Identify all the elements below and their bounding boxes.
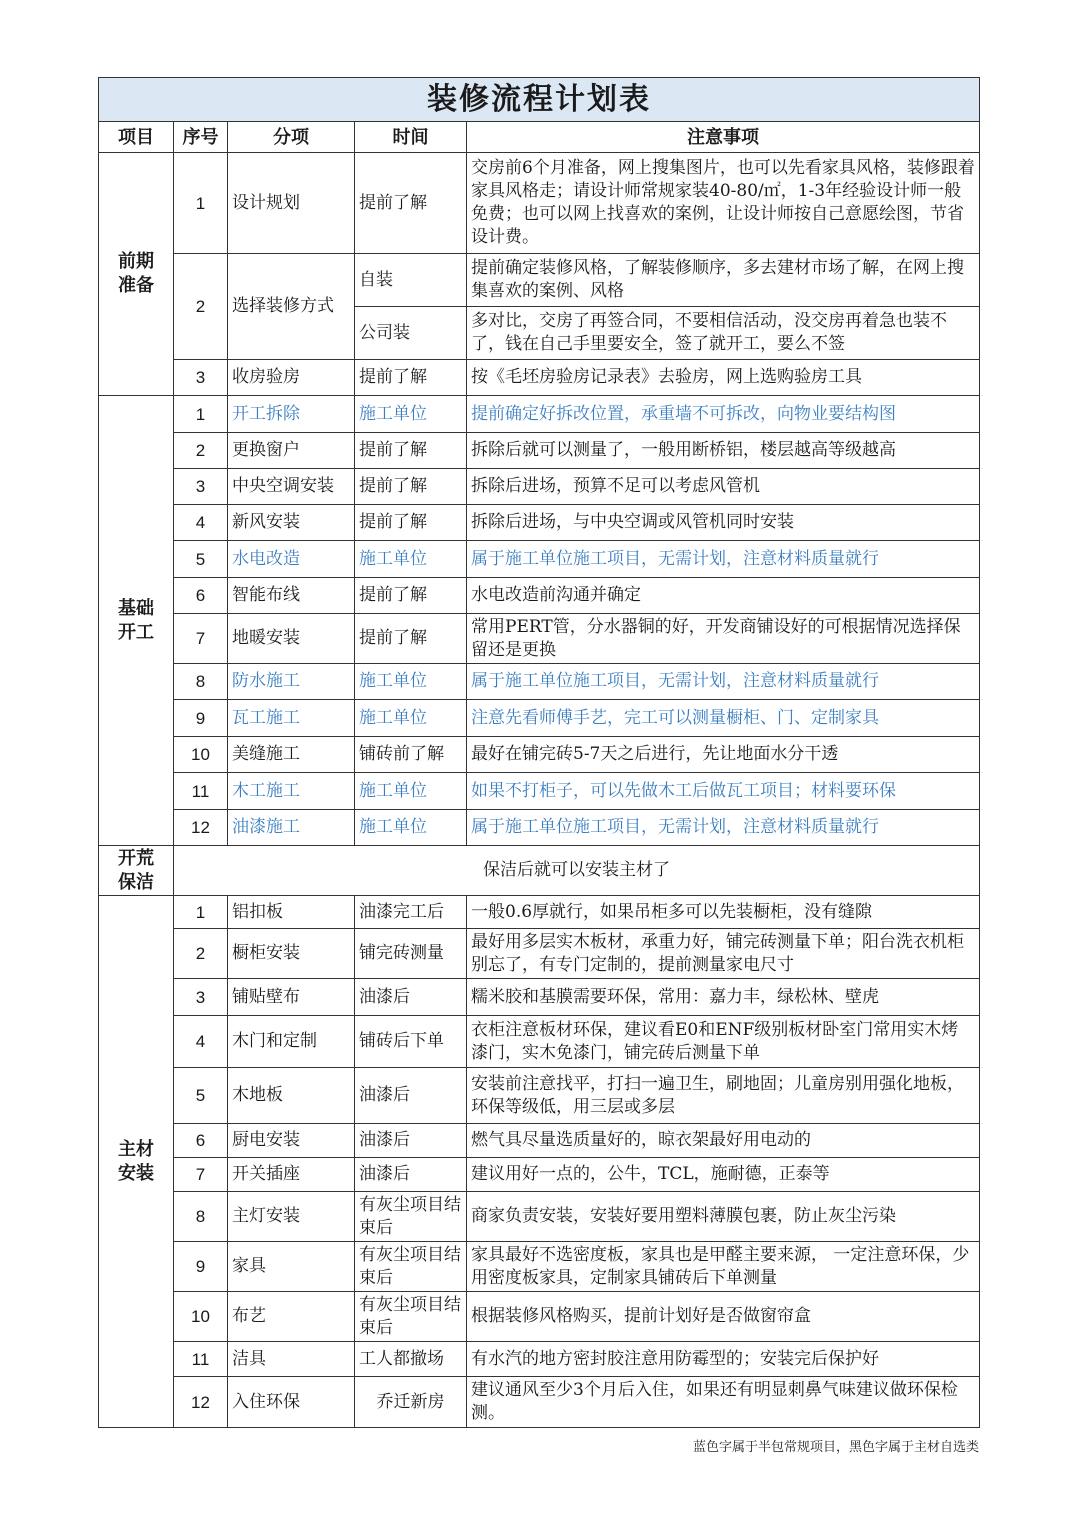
- row-note: 家具最好不选密度板，家具也是甲醛主要来源， 一定注意环保，少用密度板家具，定制家具铺砖后下单测量: [467, 1242, 980, 1292]
- row-item: 水电改造: [228, 541, 355, 578]
- row-note: 注意先看师傅手艺，完工可以测量橱柜、门、定制家具: [467, 700, 980, 737]
- row-note: 属于施工单位施工项目，无需计划，注意材料质量就行: [467, 541, 980, 578]
- row-time: 提前了解: [355, 614, 467, 664]
- row-note: 提前确定装修风格，了解装修顺序，多去建材市场了解，在网上搜集喜欢的案例、风格: [467, 254, 980, 307]
- row-time: 施工单位: [355, 541, 467, 578]
- row-no: 8: [174, 664, 228, 700]
- row-note: 常用PERT管，分水器铜的好，开发商铺设好的可根据情况选择保留还是更换: [467, 614, 980, 664]
- row-item: 入住环保: [228, 1377, 355, 1428]
- row-time: 乔迁新房: [355, 1377, 467, 1428]
- row-no: 2: [174, 433, 228, 469]
- row-no: 5: [174, 541, 228, 578]
- row-item: 智能布线: [228, 578, 355, 614]
- row-item: 选择装修方式: [228, 254, 355, 360]
- row-time: 施工单位: [355, 773, 467, 810]
- row-no: 6: [174, 1124, 228, 1158]
- clean-note: 保洁后就可以安装主材了: [174, 846, 980, 896]
- row-note: 燃气具尽量选质量好的，晾衣架最好用电动的: [467, 1124, 980, 1158]
- row-item: 木工施工: [228, 773, 355, 810]
- header-notes: 注意事项: [467, 122, 980, 153]
- plan-table: [98, 77, 980, 1428]
- row-item: 木门和定制: [228, 1016, 355, 1068]
- row-no: 5: [174, 1068, 228, 1124]
- row-time: 提前了解: [355, 505, 467, 541]
- row-item: 洁具: [228, 1342, 355, 1377]
- row-note: 如果不打柜子，可以先做木工后做瓦工项目；材料要环保: [467, 773, 980, 810]
- row-no: 8: [174, 1192, 228, 1242]
- row-note: 拆除后进场，与中央空调或风管机同时安装: [467, 505, 980, 541]
- row-no: 1: [174, 896, 228, 929]
- row-time: 公司装: [355, 307, 467, 360]
- row-item: 收房验房: [228, 360, 355, 396]
- row-time: 油漆后: [355, 1158, 467, 1192]
- row-item: 铺贴壁布: [228, 979, 355, 1016]
- row-no: 7: [174, 614, 228, 664]
- row-item: 新风安装: [228, 505, 355, 541]
- row-time: 铺砖前了解: [355, 737, 467, 773]
- row-time: 有灰尘项目结束后: [355, 1192, 467, 1242]
- row-note: 按《毛坯房验房记录表》去验房，网上选购验房工具: [467, 360, 980, 396]
- row-item: 地暖安装: [228, 614, 355, 664]
- row-no: 10: [174, 737, 228, 773]
- row-time: 工人都撤场: [355, 1342, 467, 1377]
- row-item: 防水施工: [228, 664, 355, 700]
- phase-clean: 开荒保洁: [99, 846, 174, 896]
- row-note: 水电改造前沟通并确定: [467, 578, 980, 614]
- row-no: 4: [174, 505, 228, 541]
- row-no: 2: [174, 254, 228, 360]
- row-no: 10: [174, 1292, 228, 1342]
- row-no: 9: [174, 1242, 228, 1292]
- row-time: 油漆后: [355, 979, 467, 1016]
- row-item: 开工拆除: [228, 396, 355, 433]
- row-no: 12: [174, 1377, 228, 1428]
- row-time: 油漆后: [355, 1068, 467, 1124]
- row-note: 安装前注意找平，打扫一遍卫生，刷地固；儿童房别用强化地板，环保等级低，用三层或多层: [467, 1068, 980, 1124]
- row-note: 交房前6个月准备，网上搜集图片，也可以先看家具风格，装修跟着家具风格走；请设计师常规家装40-80/㎡，1-3年经验设计师一般免费；也可以网上找喜欢的案例，让设计师按自己意愿绘图，节省设计费。: [467, 153, 980, 254]
- row-time: 铺完砖测量: [355, 929, 467, 979]
- row-note: 属于施工单位施工项目，无需计划，注意材料质量就行: [467, 664, 980, 700]
- row-time: 施工单位: [355, 664, 467, 700]
- page-title: 装修流程计划表: [99, 78, 980, 122]
- row-note: 最好在铺完砖5-7天之后进行，先让地面水分干透: [467, 737, 980, 773]
- header-time: 时间: [355, 122, 467, 153]
- row-note: 根据装修风格购买，提前计划好是否做窗帘盒: [467, 1292, 980, 1342]
- row-note: 拆除后就可以测量了，一般用断桥铝，楼层越高等级越高: [467, 433, 980, 469]
- row-no: 12: [174, 810, 228, 846]
- row-no: 3: [174, 360, 228, 396]
- row-item: 铝扣板: [228, 896, 355, 929]
- row-item: 厨电安装: [228, 1124, 355, 1158]
- phase-main: 主材安装: [99, 896, 174, 1428]
- row-item: 中央空调安装: [228, 469, 355, 505]
- header-item: 分项: [228, 122, 355, 153]
- row-time: 提前了解: [355, 578, 467, 614]
- row-time: 有灰尘项目结束后: [355, 1242, 467, 1292]
- row-time: 施工单位: [355, 810, 467, 846]
- row-no: 2: [174, 929, 228, 979]
- row-note: 一般0.6厚就行，如果吊柜多可以先装橱柜，没有缝隙: [467, 896, 980, 929]
- row-item: 开关插座: [228, 1158, 355, 1192]
- row-item: 更换窗户: [228, 433, 355, 469]
- row-note: 建议用好一点的，公牛，TCL，施耐德，正泰等: [467, 1158, 980, 1192]
- row-no: 9: [174, 700, 228, 737]
- row-time: 油漆后: [355, 1124, 467, 1158]
- row-no: 4: [174, 1016, 228, 1068]
- footnote: 蓝色字属于半包常规项目，黑色字属于主材自选类: [692, 1440, 979, 1455]
- row-item: 家具: [228, 1242, 355, 1292]
- row-item: 木地板: [228, 1068, 355, 1124]
- row-item: 设计规划: [228, 153, 355, 254]
- row-no: 11: [174, 773, 228, 810]
- row-note: 最好用多层实木板材，承重力好，铺完砖测量下单；阳台洗衣机柜别忘了，有专门定制的，提前测量家电尺寸: [467, 929, 980, 979]
- row-item: 橱柜安装: [228, 929, 355, 979]
- row-no: 3: [174, 469, 228, 505]
- row-note: 提前确定好拆改位置，承重墙不可拆改，向物业要结构图: [467, 396, 980, 433]
- row-no: 3: [174, 979, 228, 1016]
- phase-base: 基础开工: [99, 396, 174, 846]
- plan-sheet: [98, 77, 979, 1428]
- row-time: 有灰尘项目结束后: [355, 1292, 467, 1342]
- row-no: 7: [174, 1158, 228, 1192]
- row-no: 6: [174, 578, 228, 614]
- row-item: 油漆施工: [228, 810, 355, 846]
- row-note: 建议通风至少3个月后入住，如果还有明显刺鼻气味建议做环保检测。: [467, 1377, 980, 1428]
- row-note: 衣柜注意板材环保，建议看E0和ENF级别板材卧室门常用实木烤漆门，实木免漆门，铺完砖后测量下单: [467, 1016, 980, 1068]
- row-item: 美缝施工: [228, 737, 355, 773]
- row-time: 提前了解: [355, 153, 467, 254]
- row-time: 提前了解: [355, 469, 467, 505]
- row-note: 多对比，交房了再签合同，不要相信活动，没交房再着急也装不了，钱在自己手里要安全，签了就开工，要么不签: [467, 307, 980, 360]
- row-note: 属于施工单位施工项目，无需计划，注意材料质量就行: [467, 810, 980, 846]
- row-no: 1: [174, 396, 228, 433]
- row-time: 油漆完工后: [355, 896, 467, 929]
- phase-prep: 前期准备: [99, 153, 174, 396]
- row-item: 瓦工施工: [228, 700, 355, 737]
- header-phase: 项目: [99, 122, 174, 153]
- row-time: 自装: [355, 254, 467, 307]
- row-note: 糯米胶和基膜需要环保，常用：嘉力丰，绿松林、壁虎: [467, 979, 980, 1016]
- row-note: 有水汽的地方密封胶注意用防霉型的；安装完后保护好: [467, 1342, 980, 1377]
- row-time: 铺砖后下单: [355, 1016, 467, 1068]
- row-time: 施工单位: [355, 700, 467, 737]
- row-note: 商家负责安装，安装好要用塑料薄膜包裹，防止灰尘污染: [467, 1192, 980, 1242]
- row-item: 布艺: [228, 1292, 355, 1342]
- row-note: 拆除后进场，预算不足可以考虑风管机: [467, 469, 980, 505]
- row-no: 11: [174, 1342, 228, 1377]
- header-no: 序号: [174, 122, 228, 153]
- row-no: 1: [174, 153, 228, 254]
- row-time: 提前了解: [355, 433, 467, 469]
- row-time: 施工单位: [355, 396, 467, 433]
- row-time: 提前了解: [355, 360, 467, 396]
- row-item: 主灯安装: [228, 1192, 355, 1242]
